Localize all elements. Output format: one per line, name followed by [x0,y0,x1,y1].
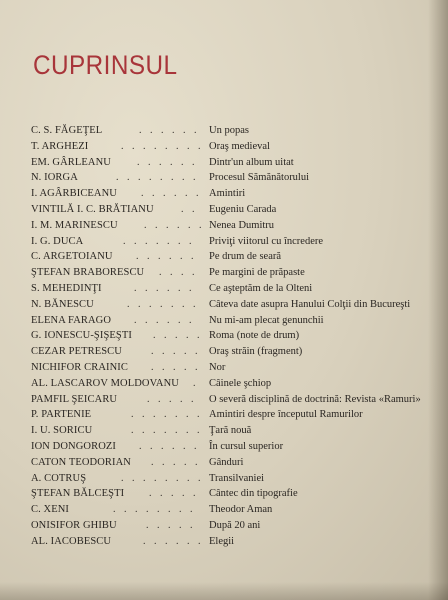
toc-row [31,186,441,202]
toc-work-title: Eugeniu Carada [209,203,277,215]
toc-row [31,376,441,392]
toc-author: ŞTEFAN BRABORESCU [31,267,145,279]
toc-author: N. BĂNESCU [31,298,94,310]
toc-row [31,297,441,313]
toc-author: T. ARGHEZI [31,140,89,152]
toc-row [31,139,441,155]
toc-row [31,423,441,439]
toc-work-title: Pe margini de prăpaste [209,267,305,279]
toc-row [31,281,441,297]
toc-author: A. COTRUŞ [31,472,87,484]
toc-author: C. XENI [31,504,70,516]
toc-row [31,407,441,423]
toc-work-title: Câteva date asupra Hanului Colţii din Bucureşti [209,298,411,310]
toc-leader-dots: . . . . . . . [127,298,199,310]
toc-row [31,455,441,471]
toc-row [31,502,441,518]
toc-leader-dots: . . . . . [151,361,201,373]
toc-row [31,486,441,502]
toc-author: ŞTEFAN BĂLCEŞTI [31,488,125,500]
toc-work-title: În cursul superior [209,440,284,452]
toc-work-title: Nu mi-am plecat genunchii [209,314,324,326]
toc-leader-dots: . . [181,203,198,215]
toc-leader-dots: . . . . . . [136,251,197,263]
toc-work-title: Roma (note de drum) [209,330,300,342]
toc-work-title: După 20 ani [209,519,261,531]
toc-leader-dots: . . . . . [151,456,201,468]
toc-row [31,155,441,171]
toc-work-title: Pe drum de seară [209,251,282,263]
toc-leader-dots: . . . . . [147,393,197,405]
toc-row [31,202,441,218]
toc-author: VINTILĂ I. C. BRĂTIANU [31,203,154,215]
toc-row [31,234,441,250]
toc-row [31,313,441,329]
toc-author: AL. LASCAROV MOLDOVANU [31,377,179,389]
toc-leader-dots: . . . . . . . . [121,472,204,484]
toc-row [31,534,441,550]
toc-row [31,249,441,265]
toc-leader-dots: . . . . . . [139,125,200,136]
toc-row [31,218,441,234]
toc-author: AL. IACOBESCU [31,535,112,547]
toc-leader-dots: . . . . . . [134,314,195,326]
toc-row [31,265,441,281]
toc-row [31,518,441,534]
toc-author: ION DONGOROZI [31,440,116,452]
toc-author: ELENA FARAGO [31,314,112,326]
toc-leader-dots: . . . . . [151,346,201,358]
toc-leader-dots: . . . . . [153,330,203,342]
toc-author: CATON TEODORIAN [31,456,131,468]
toc-leader-dots: . . . . [159,267,198,279]
toc-leader-dots: . . . . . . . . [113,504,196,516]
page-bottom-shadow [0,582,448,600]
toc-row [31,471,441,487]
toc-author: C. ARGETOIANU [31,251,113,263]
toc-work-title: Câinele şchiop [209,377,272,389]
toc-row [31,123,441,139]
toc-leader-dots: . . . . . . . [131,425,203,437]
toc-work-title: Theodor Aman [209,504,273,516]
toc-work-title: Oraş străin (fragment) [209,346,303,358]
toc-leader-dots: . . . . . . [144,219,205,231]
toc-work-title: Un popas [209,125,249,136]
toc-author: I. AGÂRBICEANU [31,188,117,200]
toc-leader-dots: . . . . . . [141,188,202,200]
toc-leader-dots: . . . . . [149,488,199,500]
toc-work-title: Ce aşteptăm de la Olteni [209,282,313,294]
toc-work-title: Elegii [209,535,235,547]
toc-row [31,439,441,455]
toc-leader-dots: . [193,377,199,389]
toc-leader-dots: . . . . . . . . [116,172,199,184]
toc-row [31,170,441,186]
toc-work-title: Dintr'un album uitat [209,156,294,168]
toc-work-title: Oraş medieval [209,140,270,152]
toc-work-title: Amintiri despre începutul Ramurilor [209,409,363,421]
toc-work-title: Nor [209,361,226,373]
toc-author: P. PARTENIE [31,409,92,421]
toc-work-title: Ţară nouă [209,425,252,437]
toc-leader-dots: . . . . . . . . [121,140,204,152]
toc-row [31,360,441,376]
toc-author: C. S. FĂGEŢEL [31,125,103,136]
toc-author: N. IORGA [31,172,78,184]
toc-author: ONISIFOR GHIBU [31,519,117,531]
toc-leader-dots: . . . . . . [137,156,198,168]
page-title: CUPRINSUL [33,50,178,80]
page-edge-shadow [428,0,448,600]
toc-row [31,328,441,344]
toc-author: I. U. SORICU [31,425,93,437]
toc-work-title: Nenea Dumitru [209,219,275,231]
toc-leader-dots: . . . . . . . [123,235,195,247]
toc-work-title: Gânduri [209,456,244,468]
toc-leader-dots: . . . . . . [143,535,204,547]
toc-work-title: Procesul Sămănătorului [209,172,310,184]
toc-row [31,344,441,360]
toc-author: G. IONESCU-ŞIŞEŞTI [31,330,132,342]
toc-author: EM. GÂRLEANU [31,156,111,168]
toc-leader-dots: . . . . . [146,519,196,531]
toc-leader-dots: . . . . . . [139,440,200,452]
table-of-contents [31,123,441,550]
toc-work-title: Amintiri [209,188,246,200]
toc-work-title: O severă disciplină de doctrină: Revista «Ramuri» [209,393,421,405]
toc-author: PAMFIL ŞEICARU [31,393,118,405]
toc-leader-dots: . . . . . . [134,282,195,294]
toc-leader-dots: . . . . . . . [131,409,203,421]
toc-work-title: Transilvaniei [209,472,265,484]
toc-author: I. G. DUCA [31,235,84,247]
toc-author: S. MEHEDINŢI [31,282,102,294]
toc-row [31,392,441,408]
toc-author: CEZAR PETRESCU [31,346,122,358]
toc-author: NICHIFOR CRAINIC [31,361,128,373]
toc-work-title: Cântec din tipografie [209,488,298,500]
toc-work-title: Priviţi viitorul cu încredere [209,235,324,247]
toc-author: I. M. MARINESCU [31,219,118,231]
